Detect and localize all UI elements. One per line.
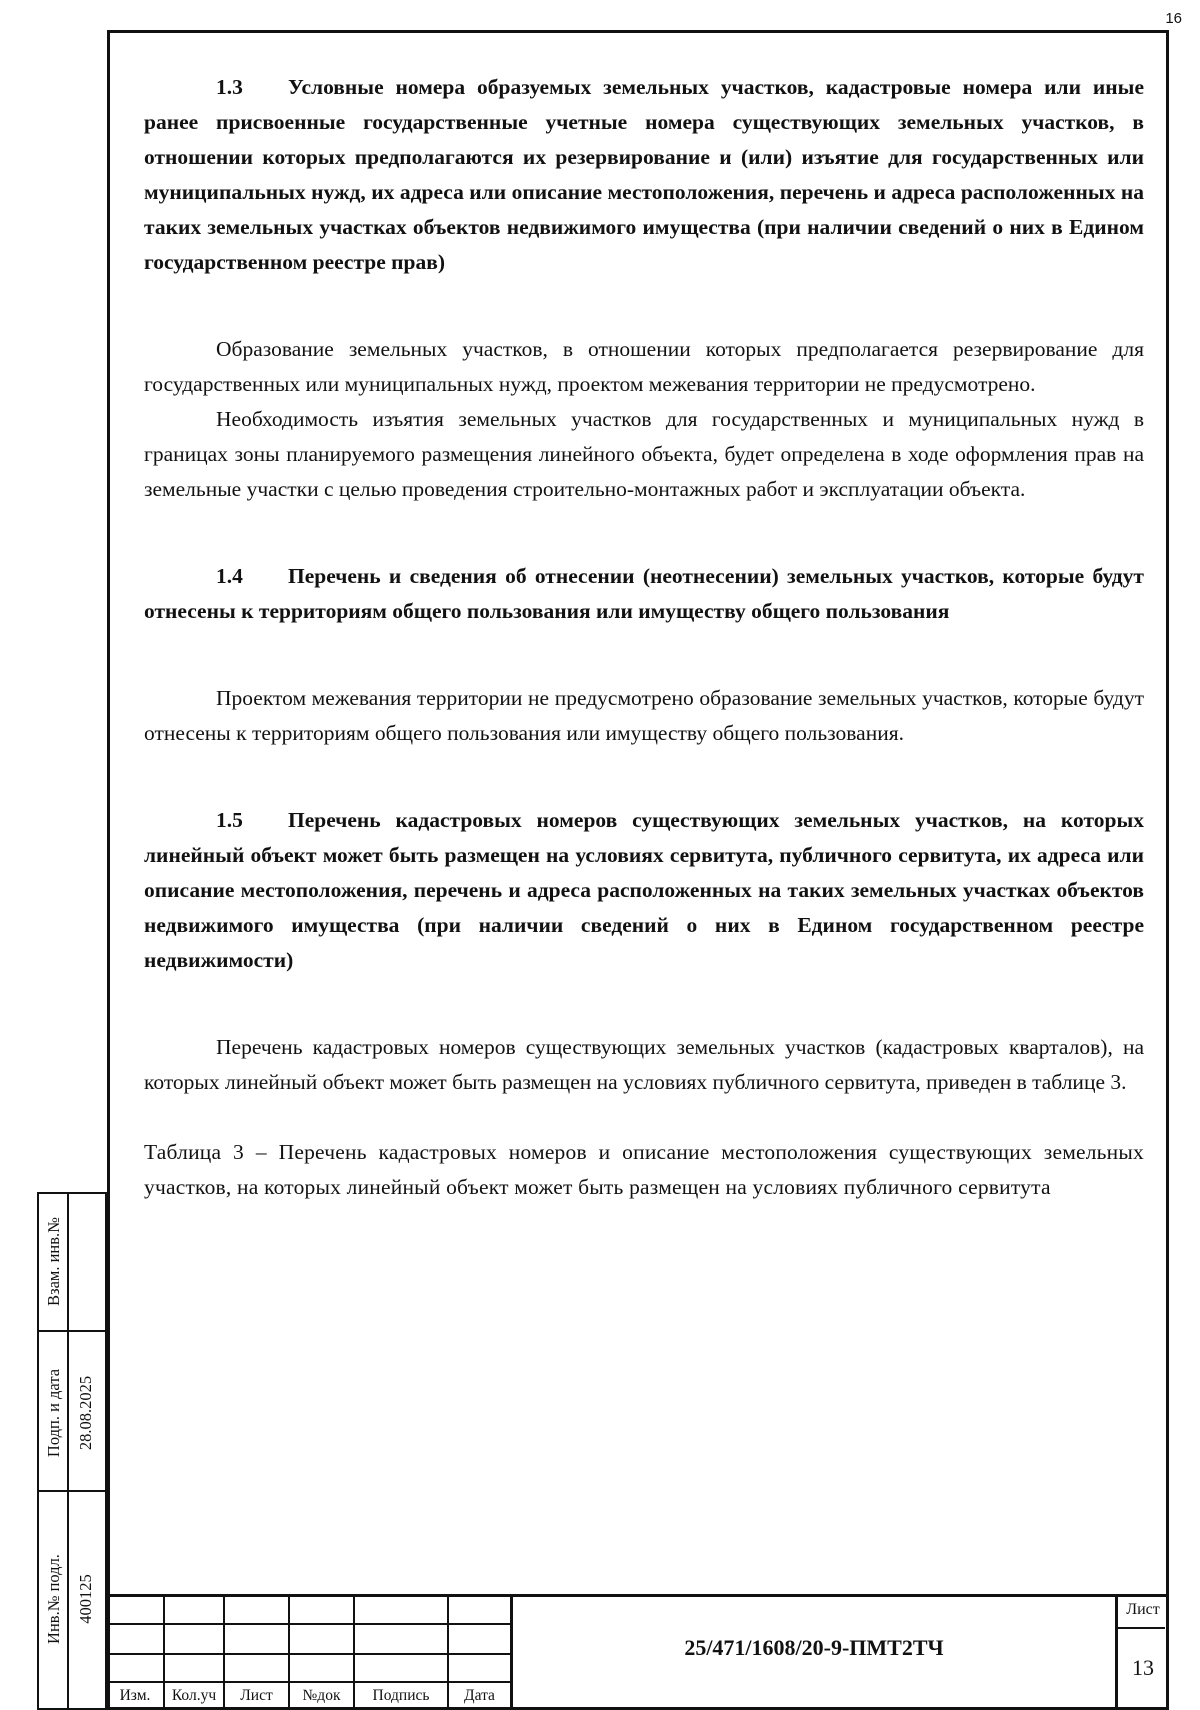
heading-number: 1.5 [216, 808, 243, 832]
table-caption: Таблица 3 – Перечень кадастровых номеров и описание местоположения существующих земельных участков, на которых линейный объект может быть размещен на условиях публичного сервитута [144, 1140, 1144, 1199]
col-data: Дата [464, 1687, 495, 1704]
document-code: 25/471/1608/20-9-ПМТ2ТЧ [684, 1635, 944, 1660]
podp-date: 28.08.2025 [76, 1375, 95, 1451]
section-heading-1-5 [144, 803, 1144, 978]
sheet-label: Лист [1126, 1601, 1160, 1618]
col-kolych: Кол.уч [171, 1687, 217, 1704]
vzam-label: Взам. инв.№ [44, 1217, 63, 1306]
heading-number: 1.3 [216, 75, 243, 99]
sheet-number: 13 [1132, 1655, 1154, 1680]
heading-number: 1.4 [216, 564, 243, 588]
section-heading-1-4 [144, 559, 1144, 629]
paragraph: Перечень кадастровых номеров существующих земельных участков (кадастровых кварталов), на которых линейный объект может быть размещен на условиях публичного сервитута, приведен в таблице 3. [144, 1035, 1144, 1094]
vzam-cell [37, 1192, 107, 1332]
document-body [144, 70, 1144, 1205]
title-block [107, 1594, 1169, 1710]
col-ndok: №док [302, 1687, 341, 1704]
inv-number: 400125 [76, 1574, 95, 1624]
heading-text: Перечень и сведения об отнесении (неотнесении) земельных участков, которые будут отнесены к территориям общего пользования или имуществу общего пользования [144, 564, 1144, 623]
col-podpis: Подпись [372, 1687, 430, 1704]
podp-label: Подп. и дата [44, 1368, 63, 1458]
page-number: 16 [1165, 10, 1182, 27]
paragraph: Образование земельных участков, в отношении которых предполагается резервирование для государственных или муниципальных нужд, проектом межевания территории не предусмотрено. [144, 337, 1144, 396]
col-list: Лист [240, 1687, 273, 1704]
heading-text: Перечень кадастровых номеров существующих земельных участков, на которых линейный объект может быть размещен на условиях сервитута, публичного сервитута, их адреса или описание местоположения, перечень и адреса расположенных на таких земельных участках объектов недвижимого имущества (при наличии сведений о них в Едином государственном реестре недвижимости) [144, 808, 1144, 972]
podp-cell [37, 1330, 107, 1492]
section-heading-1-3 [144, 70, 1144, 280]
inv-cell [37, 1490, 107, 1710]
heading-text: Условные номера образуемых земельных участков, кадастровые номера или иные ранее присвоенные государственные учетные номера существующих земельных участков, в отношении которых предполагаются их резервирование и (или) изъятие для государственных или муниципальных нужд, их адреса или описание местоположения, перечень и адреса расположенных на таких земельных участках объектов недвижимого имущества (при наличии сведений о них в Едином государственном реестре прав) [144, 75, 1144, 274]
paragraph: Проектом межевания территории не предусмотрено образование земельных участков, которые будут отнесены к территориям общего пользования или имуществу общего пользования. [144, 686, 1144, 745]
side-stamp [37, 1192, 107, 1710]
col-izm: Изм. [119, 1687, 151, 1704]
paragraph: Необходимость изъятия земельных участков для государственных и муниципальных нужд в границах зоны планируемого размещения линейного объекта, будет определена в ходе оформления прав на земельные участки с целью проведения строительно-монтажных работ и эксплуатации объекта. [144, 407, 1144, 501]
inv-label: Инв.№ подл. [44, 1554, 63, 1644]
